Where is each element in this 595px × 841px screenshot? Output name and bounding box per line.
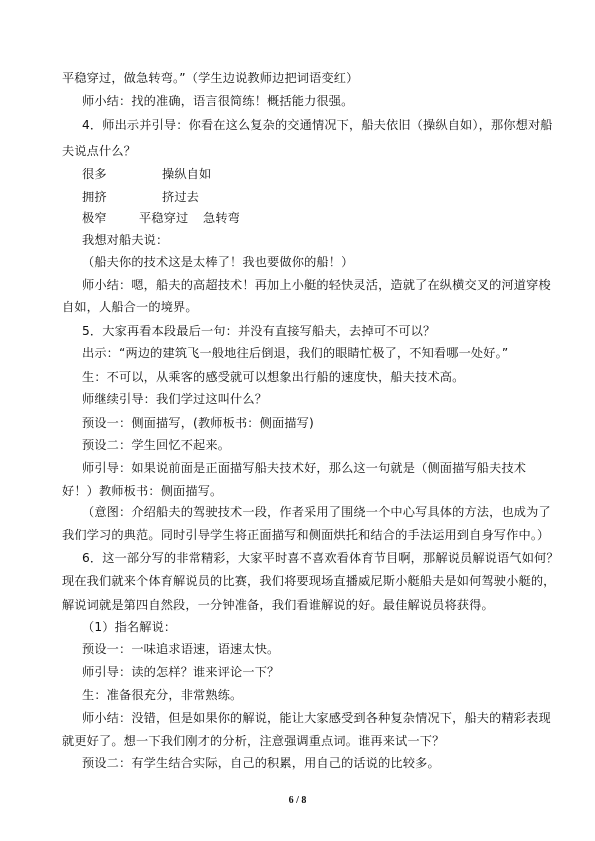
text-line xyxy=(0,163,595,185)
line-text: 师小结：没错，但是如果你的解说，能让大家感受到各种复杂情况下，船夫的精彩表现 xyxy=(82,711,551,725)
line-text: 师引导：如果说前面是正面描写船夫技术好，那么这一句就是（侧面描写船夫技术 xyxy=(82,461,527,475)
line-text: 平稳穿过 xyxy=(139,211,189,225)
line-text: 我想对船夫说： xyxy=(82,233,169,247)
line-text: 就更好了。想一下我们刚才的分析，注意强调重点词。谁再来试一下？ xyxy=(62,734,445,748)
line-text: 挤过去 xyxy=(162,190,200,204)
line-text: 急转弯 xyxy=(203,211,241,225)
line-text: 预设二：有学生结合实际，自己的积累，用自己的话说的比较多。 xyxy=(82,756,440,770)
line-text: 极窄 xyxy=(82,211,107,225)
line-text: 出示：“两边的建筑飞一般地往后倒退，我们的眼睛忙极了，不知看哪一处好。” xyxy=(82,346,509,360)
line-text: 师引导：读的怎样？谁来评论一下？ xyxy=(82,665,280,679)
text-line xyxy=(0,524,595,546)
line-text: 我们学习的典范。同时引导学生将正面描写和侧面烘托和结合的手法运用到自身写作中。） xyxy=(62,528,550,542)
page-number: 6 / 8 xyxy=(288,795,307,806)
text-line xyxy=(0,412,595,434)
text-line xyxy=(0,140,595,162)
text-line xyxy=(0,707,595,729)
line-text: （1）指名解说： xyxy=(82,620,177,634)
text-line xyxy=(0,434,595,456)
text-line xyxy=(0,186,595,208)
text-line xyxy=(0,90,595,112)
line-text: 5．大家再看本段最后一句：并没有直接写船夫，去掉可不可以？ xyxy=(82,324,436,338)
text-line xyxy=(0,752,595,774)
line-text: （意图：介绍船夫的驾驶技术一段，作者采用了围绕一个中心写具体的方法，也成为了 xyxy=(82,505,551,519)
line-text: 平稳穿过，做急转弯。”（学生边说教师边把词语变红） xyxy=(62,71,359,85)
line-text: 很多 xyxy=(82,167,107,181)
text-line xyxy=(0,114,595,136)
text-line xyxy=(0,67,595,89)
text-line xyxy=(0,320,595,342)
line-text: 夫说点什么？ xyxy=(62,144,137,158)
text-line xyxy=(0,638,595,660)
text-line xyxy=(0,480,595,502)
text-line xyxy=(0,616,595,638)
line-text: 6．这一部分写的非常精彩，大家平时喜不喜欢看体育节目啊，那解说员解说语气如何？ xyxy=(82,551,559,565)
line-text: 拥挤 xyxy=(82,190,107,204)
line-text: 生：不可以，从乘客的感受就可以想象出行船的速度快，船夫技术高。 xyxy=(82,370,465,384)
text-line xyxy=(0,229,595,251)
text-line xyxy=(0,296,595,318)
text-line xyxy=(0,388,595,410)
line-text: 预设一：一味追求语速，语速太快。 xyxy=(82,642,280,656)
line-text: 师继续引导：我们学过这叫什么？ xyxy=(82,392,268,406)
line-text: 4．师出示并引导：你看在这么复杂的交通情况下，船夫依旧（操纵自如），那你想对船 xyxy=(82,118,553,132)
text-line xyxy=(0,274,595,296)
text-line xyxy=(0,661,595,683)
text-line xyxy=(0,251,595,273)
text-line xyxy=(0,547,595,569)
text-line xyxy=(0,342,595,364)
text-line xyxy=(0,501,595,523)
line-text: 好！）教师板书：侧面描写。 xyxy=(62,484,223,498)
text-line xyxy=(0,570,595,592)
line-text: 预设二：学生回忆不起来。 xyxy=(82,438,231,452)
text-line xyxy=(0,684,595,706)
text-line xyxy=(0,730,595,752)
line-text: 自如，人船合一的境界。 xyxy=(62,300,198,314)
line-text: 师小结：嗯，船夫的高超技术！再加上小艇的轻快灵活，造就了在纵横交叉的河道穿梭 xyxy=(82,278,551,292)
line-text: 现在我们就来个体育解说员的比赛，我们将要现场直播威尼斯小艇船夫是如何驾驶小艇的， xyxy=(62,574,556,588)
text-line xyxy=(0,457,595,479)
line-text: 预设一：侧面描写，(教师板书：侧面描写) xyxy=(82,416,314,430)
line-text: 解说词就是第四自然段，一分钟准备，我们看谁解说的好。最佳解说员将获得。 xyxy=(62,598,494,612)
line-text: （船夫你的技术这是太棒了！我也要做你的船！） xyxy=(82,255,354,269)
line-text: 生：准备很充分，非常熟练。 xyxy=(82,688,243,702)
text-line xyxy=(0,366,595,388)
text-line xyxy=(0,594,595,616)
line-text: 操纵自如 xyxy=(162,167,212,181)
line-text: 师小结：找的准确，语言很简练！概括能力很强。 xyxy=(82,94,354,108)
text-line xyxy=(0,207,595,229)
